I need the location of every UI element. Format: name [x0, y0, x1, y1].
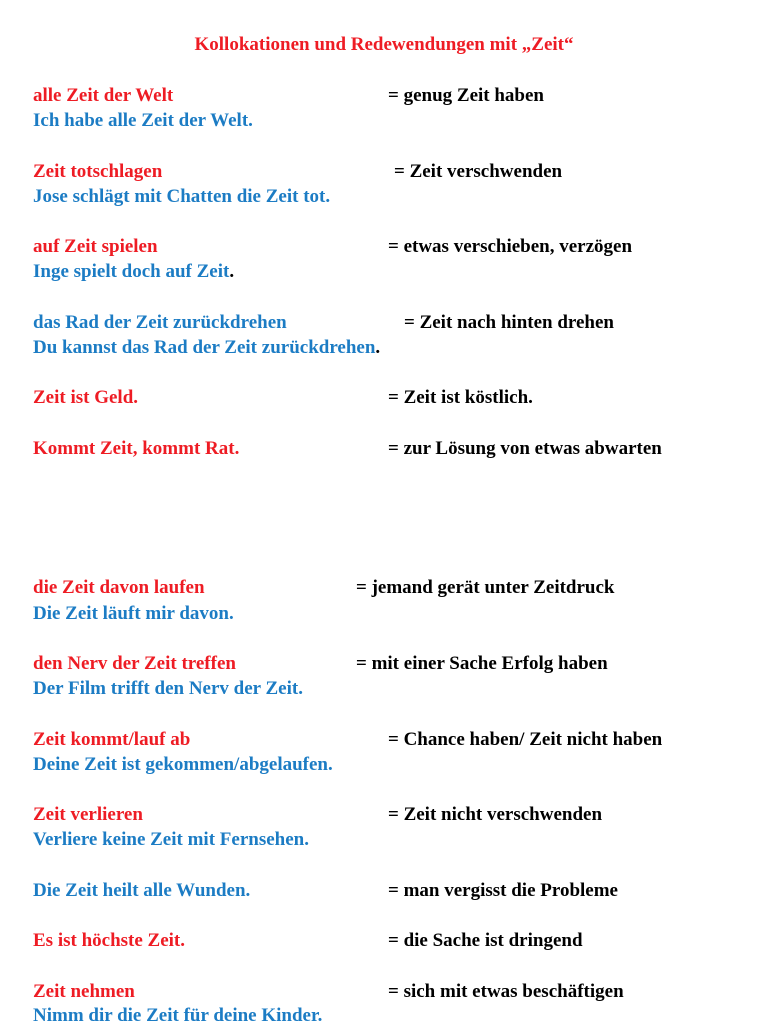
meaning: = jemand gerät unter Zeitdruck	[356, 577, 615, 598]
meaning: = etwas verschieben, verzögen	[388, 236, 633, 257]
example: Ich habe alle Zeit der Welt.	[33, 110, 253, 131]
example	[33, 260, 234, 284]
meaning: = Zeit nach hinten drehen	[404, 312, 615, 333]
meaning: = Zeit ist köstlich.	[388, 387, 533, 408]
phrase: alle Zeit der Welt	[33, 85, 174, 106]
meaning: = Zeit nicht verschwenden	[388, 804, 603, 825]
phrase: Zeit nehmen	[33, 981, 135, 1002]
example-text: Du kannst das Rad der Zeit zurückdrehen	[33, 337, 376, 358]
meaning: = man vergisst die Probleme	[388, 880, 618, 901]
phrase: Zeit ist Geld.	[33, 387, 139, 408]
phrase: die Zeit davon laufen	[33, 577, 205, 598]
example	[33, 336, 380, 360]
example: Verliere keine Zeit mit Fernsehen.	[33, 829, 309, 850]
phrase: den Nerv der Zeit treffen	[33, 653, 236, 674]
example-period: .	[229, 261, 235, 282]
meaning: = Chance haben/ Zeit nicht haben	[388, 729, 663, 750]
meaning: = sich mit etwas beschäftigen	[388, 981, 624, 1002]
meaning: = zur Lösung von etwas abwarten	[388, 438, 662, 459]
page-title: Kollokationen und Redewendungen mit „Zeit“	[194, 34, 574, 55]
phrase: auf Zeit spielen	[33, 236, 158, 257]
example: Nimm dir die Zeit für deine Kinder.	[33, 1005, 323, 1026]
phrase: Die Zeit heilt alle Wunden.	[33, 880, 251, 901]
example-period: .	[375, 337, 381, 358]
meaning: = Zeit verschwenden	[394, 161, 563, 182]
phrase: Kommt Zeit, kommt Rat.	[33, 438, 240, 459]
phrase: Es ist höchste Zeit.	[33, 930, 185, 951]
example-text: Inge spielt doch auf Zeit	[33, 261, 230, 282]
meaning: = genug Zeit haben	[388, 85, 544, 106]
example: Die Zeit läuft mir davon.	[33, 603, 234, 624]
example: Der Film trifft den Nerv der Zeit.	[33, 678, 303, 699]
phrase: Zeit verlieren	[33, 804, 143, 825]
meaning: = mit einer Sache Erfolg haben	[356, 653, 608, 674]
phrase: Zeit totschlagen	[33, 161, 163, 182]
example: Jose schlägt mit Chatten die Zeit tot.	[33, 186, 331, 207]
example: Deine Zeit ist gekommen/abgelaufen.	[33, 754, 333, 775]
phrase: das Rad der Zeit zurückdrehen	[33, 312, 287, 333]
meaning: = die Sache ist dringend	[388, 930, 583, 951]
phrase: Zeit kommt/lauf ab	[33, 729, 191, 750]
